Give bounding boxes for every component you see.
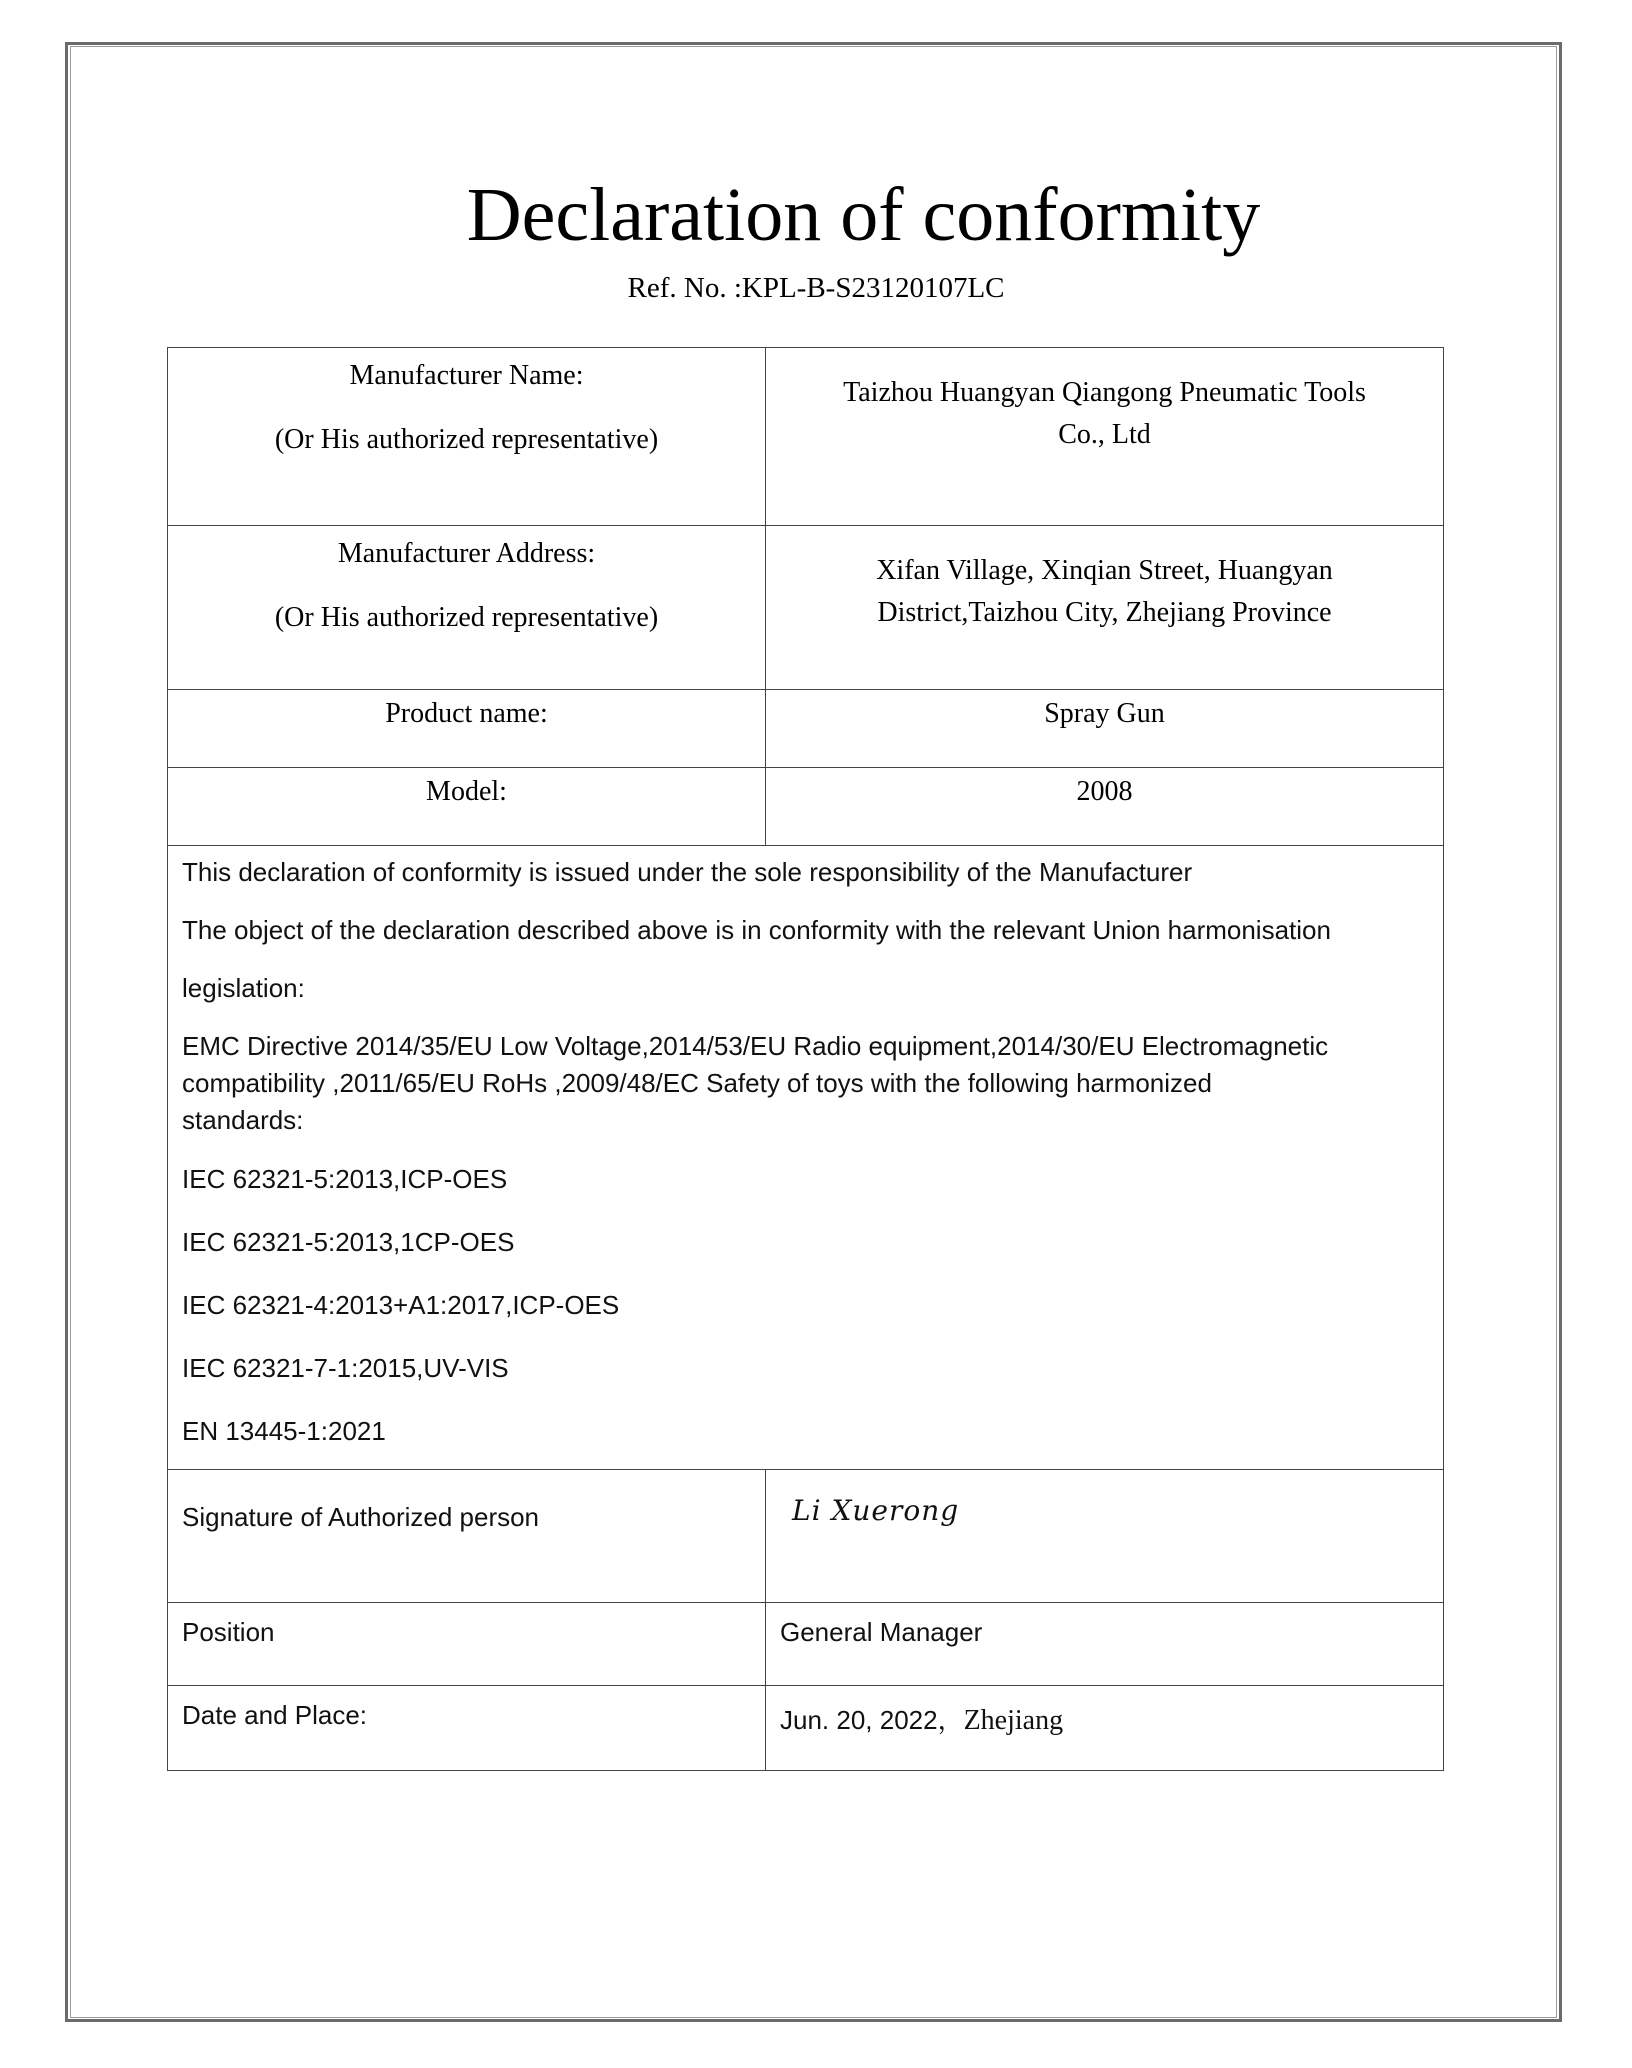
- table-row: [168, 1603, 1444, 1686]
- object-statement-line2: legislation:: [182, 973, 305, 1003]
- signature-cell: [766, 1470, 1444, 1603]
- date-value: Jun. 20, 2022，: [780, 1705, 964, 1735]
- date-place-value: [766, 1686, 1444, 1771]
- position-value: General Manager: [766, 1603, 1444, 1686]
- table-row: [168, 1470, 1444, 1603]
- directives-line2: compatibility ,2011/65/EU RoHs ,2009/48/EC Safety of toys with the following harmonized: [182, 1068, 1212, 1098]
- manufacturer-name-label-cell: [168, 348, 766, 526]
- manufacturer-name-value-line2: Co., Ltd: [1058, 419, 1151, 450]
- declaration-table: [167, 347, 1444, 1771]
- place-value: Zhejiang: [963, 1705, 1064, 1736]
- directives-line1: EMC Directive 2014/35/EU Low Voltage,2014/53/EU Radio equipment,2014/30/EU Electromagnetic: [182, 1031, 1329, 1061]
- manufacturer-name-sublabel: (Or His authorized representative): [274, 424, 659, 455]
- directives-line3: standards:: [182, 1105, 304, 1135]
- table-row: [168, 526, 1444, 690]
- manufacturer-address-value-cell: [766, 526, 1444, 690]
- product-name-value: Spray Gun: [766, 690, 1444, 768]
- declaration-block: [168, 846, 1444, 1470]
- manufacturer-name-value-line1: Taizhou Huangyan Qiangong Pneumatic Tools: [843, 377, 1366, 408]
- standard-item: IEC 62321-5:2013,1CP-OES: [182, 1227, 515, 1257]
- table-row: [168, 690, 1444, 768]
- manufacturer-address-value-line2: District,Taizhou City, Zhejiang Province: [877, 597, 1332, 628]
- table-row: [168, 1686, 1444, 1771]
- model-label: Model:: [168, 768, 766, 846]
- table-row: [168, 348, 1444, 526]
- date-place-label: Date and Place:: [168, 1686, 766, 1771]
- handwritten-signature: Li Xuerong: [792, 1494, 960, 1527]
- manufacturer-address-label: Manufacturer Address:: [337, 538, 596, 569]
- table-row: [168, 768, 1444, 846]
- standard-item: IEC 62321-7-1:2015,UV-VIS: [182, 1353, 509, 1383]
- standard-item: IEC 62321-4:2013+A1:2017,ICP-OES: [182, 1290, 620, 1320]
- manufacturer-address-label-cell: [168, 526, 766, 690]
- object-statement-line1: The object of the declaration described above is in conformity with the relevant Union harmonisation: [182, 915, 1331, 945]
- product-name-label: Product name:: [168, 690, 766, 768]
- signature-label: Signature of Authorized person: [168, 1470, 766, 1603]
- document-title: Declaration of conformity: [466, 173, 1261, 257]
- manufacturer-address-value-line1: Xifan Village, Xinqian Street, Huangyan: [876, 555, 1333, 586]
- table-row: [168, 846, 1444, 1470]
- model-value: 2008: [766, 768, 1444, 846]
- manufacturer-address-sublabel: (Or His authorized representative): [274, 602, 659, 633]
- responsibility-statement: This declaration of conformity is issued under the sole responsibility of the Manufacturer: [182, 857, 1193, 887]
- manufacturer-name-value-cell: [766, 348, 1444, 526]
- reference-number: Ref. No. :KPL-B-S23120107LC: [627, 272, 1005, 304]
- manufacturer-name-label: Manufacturer Name:: [349, 360, 584, 391]
- standard-item: IEC 62321-5:2013,ICP-OES: [182, 1164, 508, 1194]
- position-label: Position: [168, 1603, 766, 1686]
- standard-item: EN 13445-1:2021: [182, 1416, 386, 1446]
